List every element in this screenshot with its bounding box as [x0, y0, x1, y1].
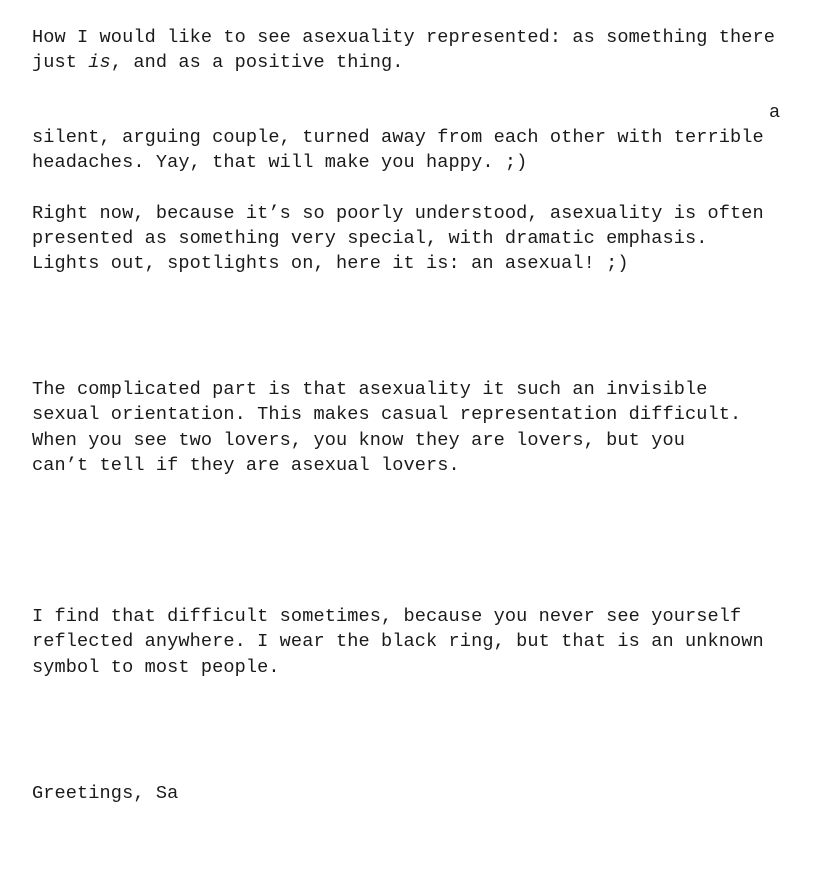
p1-line-2-after: , and as a positive thing.	[110, 52, 404, 73]
stray-character: a	[769, 102, 781, 123]
p1-line-2-before: just	[32, 52, 89, 73]
p4-line-4: can’t tell if they are asexual lovers.	[32, 455, 460, 476]
p5-line-3: symbol to most people.	[32, 657, 280, 678]
p3-line-3: Lights out, spotlights on, here it is: an asexual! ;)	[32, 253, 629, 274]
p3-line-1: Right now, because it’s so poorly understood, asexuality is often	[32, 203, 764, 224]
p3-line-2: presented as something very special, with dramatic emphasis.	[32, 228, 708, 249]
p1-italic-is: is	[88, 52, 111, 73]
p4-line-2: sexual orientation. This makes casual representation difficult.	[32, 404, 742, 425]
p2-line-1: silent, arguing couple, turned away from each other with terrible	[32, 127, 764, 148]
p5-line-1: I find that difficult sometimes, because you never see yourself	[32, 606, 742, 627]
p1-line-2	[32, 50, 404, 75]
signoff: Greetings, Sa	[32, 783, 179, 804]
p2-line-2: headaches. Yay, that will make you happy. ;)	[32, 152, 528, 173]
p5-line-2: reflected anywhere. I wear the black ring, but that is an unknown	[32, 631, 764, 652]
p4-line-3: When you see two lovers, you know they are lovers, but you	[32, 430, 685, 451]
p1-line-1: How I would like to see asexuality represented: as something there	[32, 27, 776, 48]
p4-line-1: The complicated part is that asexuality it such an invisible	[32, 379, 708, 400]
